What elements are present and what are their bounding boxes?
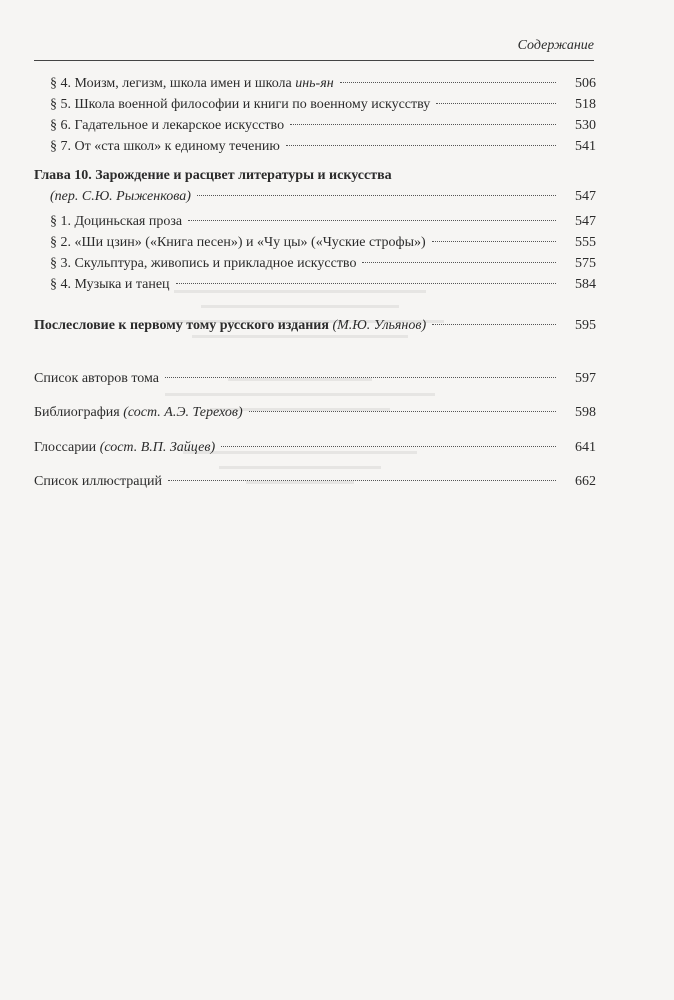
toc-entry-page: 595 bbox=[575, 318, 596, 333]
dot-leader bbox=[168, 480, 556, 481]
toc-entry-prefix: § 3. bbox=[50, 256, 71, 271]
afterword-label: Послесловие к первому тому русского издания bbox=[34, 318, 333, 333]
toc-entry-prefix: § 5. bbox=[50, 97, 71, 112]
toc-entry-prefix: § 6. bbox=[50, 118, 71, 133]
illustrations-label: Список иллюстраций bbox=[34, 474, 162, 489]
toc-entry-prefix: § 1. bbox=[50, 214, 71, 229]
dot-leader bbox=[188, 220, 556, 221]
toc-entry-section-6[interactable] bbox=[50, 116, 596, 136]
list-authors-label: Список авторов тома bbox=[34, 371, 160, 386]
toc-entry-prefix: § 2. bbox=[50, 235, 71, 250]
toc-entry-page: 506 bbox=[575, 76, 596, 91]
toc-entry-prefix: § 7. bbox=[50, 139, 71, 154]
toc-entry-label: Доциньская проза bbox=[74, 214, 183, 229]
toc-entry-label-italic: инь-ян bbox=[295, 76, 334, 91]
toc-entry-page: 518 bbox=[575, 97, 596, 112]
toc-entry-page: 541 bbox=[575, 139, 596, 154]
dot-leader bbox=[436, 103, 556, 104]
glossary-author: (сост. В.П. Зайцев) bbox=[99, 440, 216, 455]
afterword-author: (М.Ю. Ульянов) bbox=[332, 318, 427, 333]
dot-leader bbox=[176, 283, 556, 284]
toc-entry-page: 530 bbox=[575, 118, 596, 133]
toc-entry-label: Скульптура, живопись и прикладное искусство bbox=[74, 256, 357, 271]
dot-leader bbox=[432, 324, 556, 325]
dot-leader bbox=[286, 145, 556, 146]
header-title: Содержание bbox=[517, 38, 594, 53]
bibliography-label: Библиография bbox=[34, 405, 124, 420]
toc-entry-page: 547 bbox=[575, 189, 596, 204]
dot-leader bbox=[432, 241, 556, 242]
toc-entry-chapter-section-3[interactable] bbox=[50, 254, 596, 274]
toc-entry-page: 641 bbox=[575, 440, 596, 455]
toc-entry-page: 547 bbox=[575, 214, 596, 229]
toc-entry-illustrations[interactable] bbox=[34, 472, 596, 492]
page-header bbox=[34, 38, 594, 61]
toc-entry-prefix: § 4. bbox=[50, 76, 71, 91]
dot-leader bbox=[362, 262, 556, 263]
dot-leader bbox=[165, 377, 556, 378]
toc-entry-page: 597 bbox=[575, 371, 596, 386]
toc-entry-afterword[interactable] bbox=[34, 316, 596, 336]
toc-entry-label: «Ши цзин» («Книга песен») и «Чу цы» («Чуские строфы») bbox=[74, 235, 426, 250]
toc-entry-page: 555 bbox=[575, 235, 596, 250]
dot-leader bbox=[221, 446, 556, 447]
page-bleed-through bbox=[120, 290, 480, 810]
toc-entry-list-authors[interactable] bbox=[34, 369, 596, 389]
bibliography-author: (сост. А.Э. Терехов) bbox=[123, 405, 243, 420]
chapter-translator: (пер. С.Ю. Рыженкова) bbox=[50, 189, 191, 204]
dot-leader bbox=[340, 82, 556, 83]
chapter-title: Глава 10. Зарождение и расцвет литературы и искусства bbox=[34, 168, 392, 183]
toc-entry-chapter-translator[interactable] bbox=[50, 187, 596, 207]
toc-entry-chapter-section-1[interactable] bbox=[50, 212, 596, 232]
toc-entry-page: 662 bbox=[575, 474, 596, 489]
toc-entry-chapter-section-4[interactable] bbox=[50, 275, 596, 295]
toc-entry-label: Гадательное и лекарское искусство bbox=[74, 118, 285, 133]
toc-entry-page: 584 bbox=[575, 277, 596, 292]
dot-leader bbox=[197, 195, 556, 196]
dot-leader bbox=[290, 124, 556, 125]
glossary-label: Глоссарии bbox=[34, 440, 100, 455]
toc-entry-section-5[interactable] bbox=[50, 95, 596, 115]
toc-entry-label: Музыка и танец bbox=[74, 277, 170, 292]
toc-entry-label: Школа военной философии и книги по военному искусству bbox=[74, 97, 431, 112]
toc-entry-page: 575 bbox=[575, 256, 596, 271]
toc-entry-glossary[interactable] bbox=[34, 438, 596, 458]
toc-entry-label: Моизм, легизм, школа имен и школа bbox=[74, 76, 296, 91]
toc-entry-chapter-section-2[interactable] bbox=[50, 233, 596, 253]
toc-entry-label: От «ста школ» к единому течению bbox=[74, 139, 280, 154]
toc-entry-section-4[interactable] bbox=[50, 74, 596, 94]
toc-entry-page: 598 bbox=[575, 405, 596, 420]
toc-entry-bibliography[interactable] bbox=[34, 403, 596, 423]
dot-leader bbox=[249, 411, 556, 412]
toc-entry-prefix: § 4. bbox=[50, 277, 71, 292]
toc-entry-section-7[interactable] bbox=[50, 137, 596, 157]
